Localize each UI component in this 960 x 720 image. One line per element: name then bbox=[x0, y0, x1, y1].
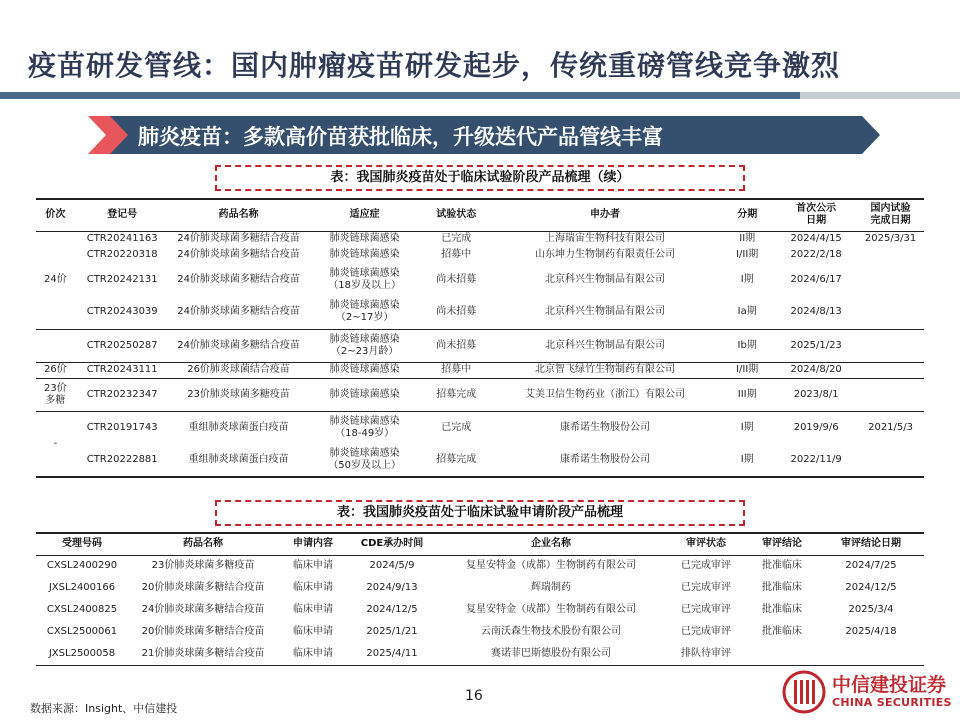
cell: 上海瑞宙生物科技有限公司 bbox=[544, 233, 665, 245]
cell bbox=[857, 444, 924, 477]
group-23: 23价 多糖 bbox=[36, 378, 75, 411]
col-header-indication: 适应症 bbox=[308, 199, 422, 231]
col-header-cde-date: CDE承办时间 bbox=[348, 533, 436, 555]
data-source: 数据来源：Insight、中信建投 bbox=[30, 702, 178, 715]
cell: 批准临床 bbox=[762, 604, 802, 615]
col-header-phase: 分期 bbox=[719, 199, 775, 231]
table-row bbox=[36, 263, 924, 296]
title-divider bbox=[0, 92, 800, 99]
cell bbox=[857, 378, 924, 411]
col-header-review-result: 审评结论 bbox=[746, 533, 818, 555]
cell: JXSL2500058 bbox=[48, 647, 116, 659]
cell: Ib期 bbox=[719, 329, 775, 362]
cell: 24价肺炎球菌多糖结合疫苗 bbox=[170, 329, 308, 362]
col-header-result-date: 审评结论日期 bbox=[818, 533, 924, 555]
cell: 2024/12/5 bbox=[845, 582, 897, 593]
cell: 复星安特金（成都）生物制药有限公司 bbox=[466, 604, 636, 615]
cell: 21价肺炎球菌多糖结合疫苗 bbox=[141, 647, 265, 659]
group-24-cont bbox=[36, 329, 75, 362]
cell: 20价肺炎球菌多糖结合疫苗 bbox=[141, 582, 265, 593]
cell: 赛诺菲巴斯德股份有限公司 bbox=[491, 647, 611, 659]
table2-caption: 表：我国肺炎疫苗处于临床试验申请阶段产品梳理 bbox=[215, 500, 745, 526]
cell: 2024/5/9 bbox=[369, 560, 415, 572]
cell: I/II期 bbox=[736, 249, 759, 260]
cell: 2024/6/17 bbox=[790, 273, 842, 285]
table-row bbox=[36, 362, 924, 378]
cell: 尚未招募 bbox=[422, 329, 491, 362]
table-header-row bbox=[36, 199, 924, 231]
cell: 临床申请 bbox=[293, 647, 333, 659]
group-26: 26价 bbox=[36, 362, 75, 378]
cell: CXSL2500061 bbox=[46, 626, 118, 637]
cell: 已完成审评 bbox=[681, 604, 731, 615]
col-header-drug: 药品名称 bbox=[170, 199, 308, 231]
table-row bbox=[36, 643, 924, 665]
cell: CTR20241163 bbox=[86, 233, 158, 245]
cell: 批准临床 bbox=[762, 560, 802, 572]
table-row bbox=[36, 296, 924, 329]
cell: 24价肺炎球菌多糖结合疫苗 bbox=[141, 604, 265, 615]
cell: 艾美卫信生物药业（浙江）有限公司 bbox=[491, 378, 719, 411]
cell: 2025/4/18 bbox=[845, 626, 897, 637]
cell: 肺炎链球菌感染 （18-49岁） bbox=[308, 411, 422, 444]
table1-caption: 表：我国肺炎疫苗处于临床试验阶段产品梳理（续） bbox=[215, 165, 745, 191]
cell: 2021/5/3 bbox=[857, 411, 924, 444]
cell: 23价肺炎球菌多糖疫苗 bbox=[170, 378, 308, 411]
col-header-review-status: 审评状态 bbox=[666, 533, 746, 555]
cell: 肺炎链球菌感染 （2~23月龄） bbox=[308, 329, 422, 362]
col-header-sponsor: 申办者 bbox=[491, 199, 719, 231]
cell: 2019/9/6 bbox=[775, 411, 857, 444]
group-dash: - bbox=[36, 411, 75, 477]
cell: 尚未招募 bbox=[436, 273, 477, 285]
cell: 20价肺炎球菌多糖结合疫苗 bbox=[141, 626, 265, 637]
table-row bbox=[36, 599, 924, 621]
col-header-application: 申请内容 bbox=[278, 533, 348, 555]
logo-name-cn: 中信建投证券 bbox=[832, 674, 947, 696]
cell: 2025/4/11 bbox=[366, 647, 418, 659]
cell: 肺炎链球菌感染 （50岁及以上） bbox=[328, 448, 402, 471]
cell: 已完成审评 bbox=[681, 626, 731, 637]
col-header-accept-no: 受理号码 bbox=[36, 533, 128, 555]
cell: III期 bbox=[719, 378, 775, 411]
cell: 肺炎链球菌感染 （18岁及以上） bbox=[328, 267, 402, 291]
cell: 肺炎链球菌感染 （2~17岁） bbox=[329, 300, 400, 324]
cell: 重组肺炎球菌蛋白疫苗 bbox=[170, 411, 308, 444]
cell: 2024/4/15 bbox=[790, 233, 842, 245]
col-header-reg-no: 登记号 bbox=[75, 199, 170, 231]
cell: CXSL2400825 bbox=[46, 604, 118, 615]
cell: 2024/12/5 bbox=[366, 604, 418, 615]
cell bbox=[746, 643, 818, 665]
cell: CTR20222881 bbox=[86, 454, 158, 465]
cell: 复星安特金（成都）生物制药有限公司 bbox=[466, 560, 636, 572]
cell: 肺炎链球菌感染 bbox=[308, 378, 422, 411]
cell: 批准临床 bbox=[762, 582, 802, 593]
cell: JXSL2400166 bbox=[48, 582, 116, 593]
cell bbox=[857, 296, 924, 329]
cell bbox=[857, 263, 924, 296]
cell: 尚未招募 bbox=[436, 306, 477, 318]
cell bbox=[857, 247, 924, 263]
cell: 24价肺炎球菌多糖结合疫苗 bbox=[177, 249, 300, 260]
cell: 2024/7/25 bbox=[845, 560, 897, 572]
col-header-first-date: 首次公示 日期 bbox=[775, 199, 857, 231]
table-row bbox=[36, 444, 924, 477]
cell: CTR20243039 bbox=[86, 306, 158, 318]
cell: 24价肺炎球菌多糖结合疫苗 bbox=[177, 273, 300, 285]
cell: 2025/1/21 bbox=[366, 626, 418, 637]
clinical-trial-table bbox=[36, 198, 924, 478]
col-header-drug: 药品名称 bbox=[128, 533, 278, 555]
cell: 排队待审评 bbox=[681, 647, 731, 659]
logo-name-en: CHINA SECURITIES bbox=[832, 696, 952, 709]
cell: 肺炎链球菌感染 bbox=[329, 249, 400, 260]
cell: 2025/1/23 bbox=[775, 329, 857, 362]
cell: 云南沃森生物技术股份有限公司 bbox=[481, 626, 621, 637]
col-header-complete-date: 国内试验 完成日期 bbox=[857, 199, 924, 231]
cell: 2025/3/31 bbox=[864, 233, 917, 245]
cell: CTR20250287 bbox=[75, 329, 170, 362]
cell: 山东坤力生物制药有限责任公司 bbox=[534, 249, 675, 260]
cell bbox=[857, 329, 924, 362]
cell: 23价肺炎球菌多糖疫苗 bbox=[151, 560, 255, 572]
banner-title: 肺炎疫苗：多款高价苗获批临床，升级迭代产品管线丰富 bbox=[138, 125, 663, 149]
cell: II期 bbox=[739, 233, 756, 245]
group-24: 24价 bbox=[44, 274, 67, 285]
cell: 北京智飞绿竹生物制药有限公司 bbox=[491, 362, 719, 378]
col-header-valence: 价次 bbox=[36, 199, 75, 231]
cell: 2022/11/9 bbox=[790, 454, 842, 465]
table-row bbox=[36, 621, 924, 643]
table-row bbox=[36, 378, 924, 411]
cell: 批准临床 bbox=[762, 626, 802, 637]
section-banner bbox=[88, 116, 880, 154]
cell: 康希诺生物股份公司 bbox=[491, 411, 719, 444]
cell: I期 bbox=[719, 411, 775, 444]
table-row bbox=[36, 231, 924, 247]
cell: 招募中 bbox=[441, 249, 472, 260]
cell: 24价肺炎球菌多糖结合疫苗 bbox=[177, 233, 300, 245]
table-row bbox=[36, 329, 924, 362]
cell: CTR20232347 bbox=[75, 378, 170, 411]
cell: 肺炎链球菌感染 bbox=[308, 362, 422, 378]
cell: 26价肺炎球菌结合疫苗 bbox=[170, 362, 308, 378]
cell: 已完成审评 bbox=[681, 560, 731, 572]
cell: I/II期 bbox=[719, 362, 775, 378]
cell: 北京科兴生物制品有限公司 bbox=[491, 329, 719, 362]
cell: CTR20220318 bbox=[86, 249, 158, 260]
cell: 招募完成 bbox=[436, 454, 477, 465]
cell: I期 bbox=[740, 273, 754, 285]
page-title: 疫苗研发管线：国内肿瘤疫苗研发起步，传统重磅管线竞争激烈 bbox=[28, 49, 841, 82]
cell: Ia期 bbox=[737, 306, 757, 318]
table-row bbox=[36, 577, 924, 599]
cell: CXSL2400290 bbox=[46, 560, 118, 572]
cell: 北京科兴生物制品有限公司 bbox=[544, 306, 665, 318]
cell: 肺炎链球菌感染 bbox=[329, 233, 400, 245]
cell: 重组肺炎球菌蛋白疫苗 bbox=[188, 454, 289, 465]
title-divider-accent bbox=[800, 92, 960, 99]
cell: 北京科兴生物制品有限公司 bbox=[544, 273, 665, 285]
cell: 2022/2/18 bbox=[790, 249, 842, 260]
cell: 2025/3/4 bbox=[848, 604, 894, 615]
cell: 2024/9/13 bbox=[366, 582, 418, 593]
logo-emblem-icon bbox=[782, 670, 826, 714]
cell bbox=[818, 643, 924, 665]
cell: 临床申请 bbox=[293, 582, 333, 593]
cell: 招募中 bbox=[422, 362, 491, 378]
cell: 2023/8/1 bbox=[775, 378, 857, 411]
cell: 2024/8/13 bbox=[790, 306, 842, 318]
cell bbox=[857, 362, 924, 378]
cell: 临床申请 bbox=[293, 626, 333, 637]
page-number: 16 bbox=[465, 688, 483, 704]
col-header-company: 企业名称 bbox=[436, 533, 666, 555]
cell: 已完成 bbox=[422, 411, 491, 444]
cell: CTR20191743 bbox=[75, 411, 170, 444]
cell: CTR20242131 bbox=[86, 273, 158, 285]
table-row bbox=[36, 555, 924, 577]
cell: 24价肺炎球菌多糖结合疫苗 bbox=[177, 306, 300, 318]
company-logo bbox=[782, 666, 960, 718]
cell: I期 bbox=[740, 454, 754, 465]
table-row bbox=[36, 411, 924, 444]
cell: 辉瑞制药 bbox=[531, 582, 571, 593]
col-header-status: 试验状态 bbox=[422, 199, 491, 231]
cell: CTR20243111 bbox=[75, 362, 170, 378]
clinical-application-table bbox=[36, 532, 924, 666]
cell: 2024/8/20 bbox=[775, 362, 857, 378]
cell: 已完成审评 bbox=[681, 582, 731, 593]
cell: 招募完成 bbox=[422, 378, 491, 411]
cell: 临床申请 bbox=[293, 560, 333, 572]
table-row bbox=[36, 247, 924, 263]
table-header-row bbox=[36, 533, 924, 555]
cell: 临床申请 bbox=[293, 604, 333, 615]
cell: 康希诺生物股份公司 bbox=[559, 454, 650, 465]
cell: 已完成 bbox=[441, 233, 472, 245]
